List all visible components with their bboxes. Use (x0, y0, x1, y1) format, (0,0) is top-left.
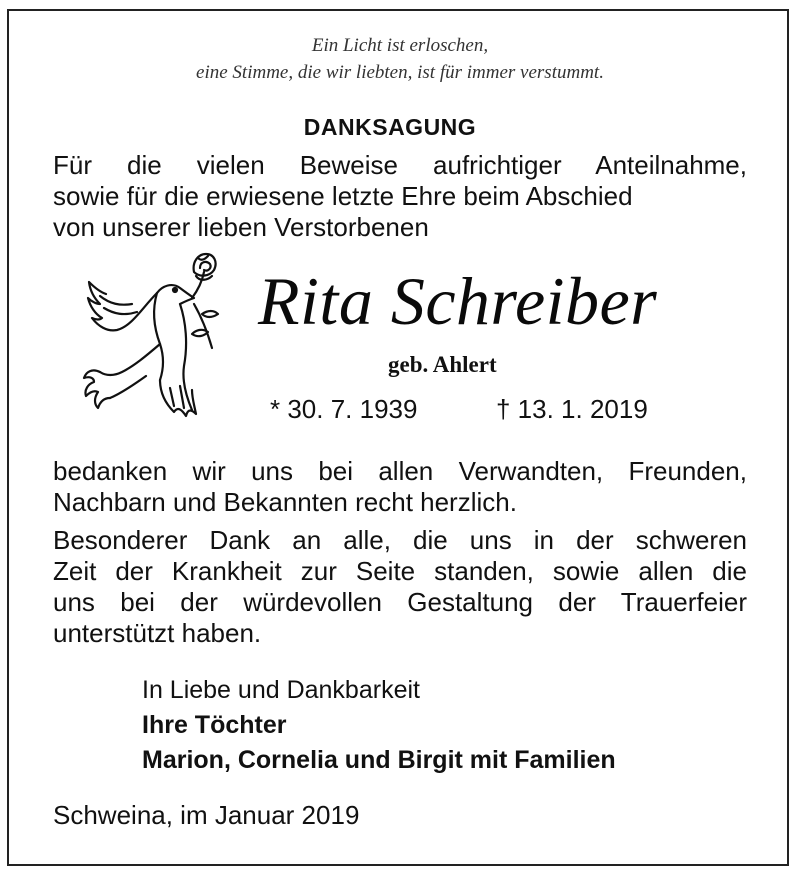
motto-line-2: eine Stimme, die wir liebten, ist für immer verstummt. (196, 62, 604, 83)
deceased-name: Rita Schreiber (258, 263, 658, 339)
special-thanks-line-2: Zeit der Krankheit zur Seite standen, sowie allen die (53, 556, 747, 586)
maiden-name: geb. Ahlert (388, 352, 497, 377)
notice-heading: DANKSAGUNG (303, 114, 477, 140)
special-thanks-line-3: uns bei der würdevollen Gestaltung der Trauerfeier (53, 587, 747, 617)
thanks-line-2: Nachbarn und Bekannten recht herzlich. (53, 487, 517, 517)
intro-line-2: sowie für die erwiesene letzte Ehre beim Abschied (53, 181, 633, 211)
signature-closing: In Liebe und Dankbarkeit (142, 676, 420, 704)
place-date: Schweina, im Januar 2019 (53, 800, 360, 830)
special-thanks-line-4: unterstützt haben. (53, 618, 262, 648)
signature-names: Marion, Cornelia und Birgit mit Familien (142, 746, 616, 774)
birth-date: * 30. 7. 1939 (270, 394, 418, 424)
motto-line-1: Ein Licht ist erloschen, (311, 35, 489, 56)
signature-from: Ihre Töchter (142, 711, 287, 739)
dove-with-rose-icon (62, 248, 222, 428)
intro-line-1: Für die vielen Beweise aufrichtiger Anteilnahme, (53, 150, 747, 180)
thanks-line-1: bedanken wir uns bei allen Verwandten, Freunden, (53, 456, 747, 486)
special-thanks-line-1: Besonderer Dank an alle, die uns in der schweren (53, 525, 747, 555)
death-date: † 13. 1. 2019 (496, 394, 648, 424)
intro-line-3: von unserer lieben Verstorbenen (53, 212, 429, 242)
